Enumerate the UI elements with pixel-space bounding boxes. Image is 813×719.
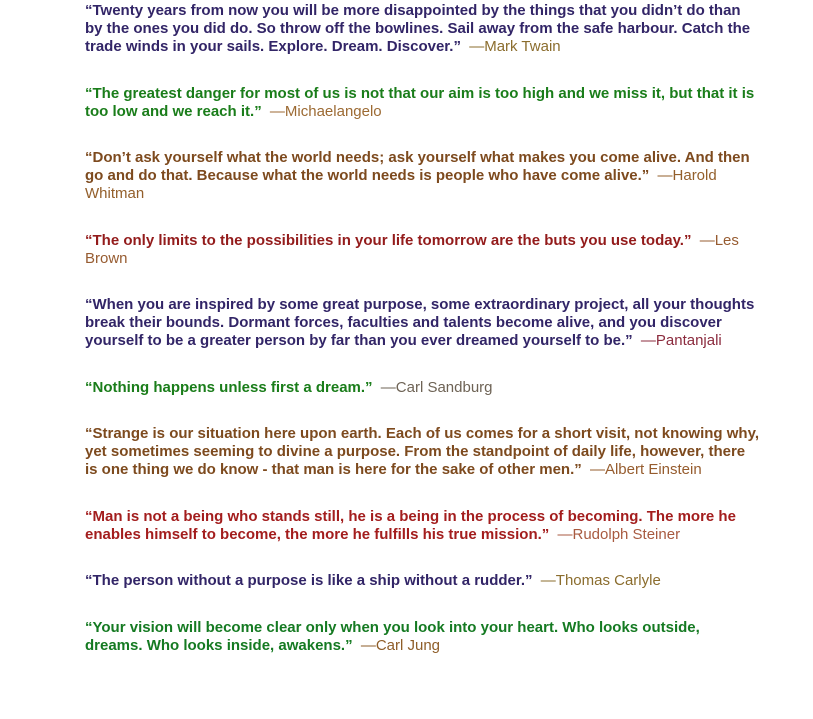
quote-attribution: —Michaelangelo [269,102,382,120]
quote-paragraph [85,149,759,203]
quote-paragraph [85,425,759,479]
quote-text: “Don’t ask yourself what the world needs; ask yourself what makes you come alive. And then go and do that. Because what the world needs is people who have come alive.” [85,149,750,184]
quote-text: “Twenty years from now you will be more disappointed by the things that you didn’t do than by the ones you did do. So throw off the bowlines. Sail away from the safe harbour. Catch the trade winds in your sails. Explore. Dream. Discover.” [85,2,751,55]
quote-paragraph [85,508,759,544]
quote-paragraph [85,296,759,350]
quote-text: “Your vision will become clear only when you look into your heart. Who looks outside, dreams. Who looks inside, awakens.” [85,618,700,654]
quote-text: “The only limits to the possibilities in your life tomorrow are the buts you use today.” [85,231,692,249]
quote-attribution: —Pantanjali [640,332,722,349]
quote-text: “Nothing happens unless first a dream.” [85,378,373,396]
quote-paragraph [85,379,759,397]
quote-text: “The person without a purpose is like a ship without a rudder.” [85,572,533,589]
quote-paragraph [85,619,759,655]
quote-paragraph [85,232,759,268]
quote-text: “When you are inspired by some great purpose, some extraordinary project, all your thoughts break their bounds. Dormant forces, faculties and talents become alive, and you discover yourself to be a greater person by far than you ever dreamed yourself to be.” [85,296,755,349]
quote-attribution: —Carl Jung [360,636,441,654]
quote-attribution: —Thomas Carlyle [540,572,661,589]
quote-paragraph [85,85,759,121]
quote-text: “Man is not a being who stands still, he is a being in the process of becoming. The more he enables himself to become, the more he fulfills his true mission.” [85,507,736,543]
quote-attribution: —Carl Sandburg [380,378,493,396]
quote-paragraph [85,2,759,56]
quote-attribution: —Harold Whitman [85,167,717,202]
quote-text: “Strange is our situation here upon earth. Each of us comes for a short visit, not knowing why, yet sometimes seeming to divine a purpose. From the standpoint of daily life, however, there is one thing we do know - that man is here for the sake of other men.” [85,425,759,478]
quote-paragraph [85,572,759,590]
quote-text: “The greatest danger for most of us is not that our aim is too high and we miss it, but that it is too low and we reach it.” [85,84,755,120]
quote-attribution: —Albert Einstein [589,461,702,478]
quote-attribution: —Les Brown [85,231,739,267]
quote-attribution: —Rudolph Steiner [557,525,681,543]
quote-attribution: —Mark Twain [469,38,561,55]
